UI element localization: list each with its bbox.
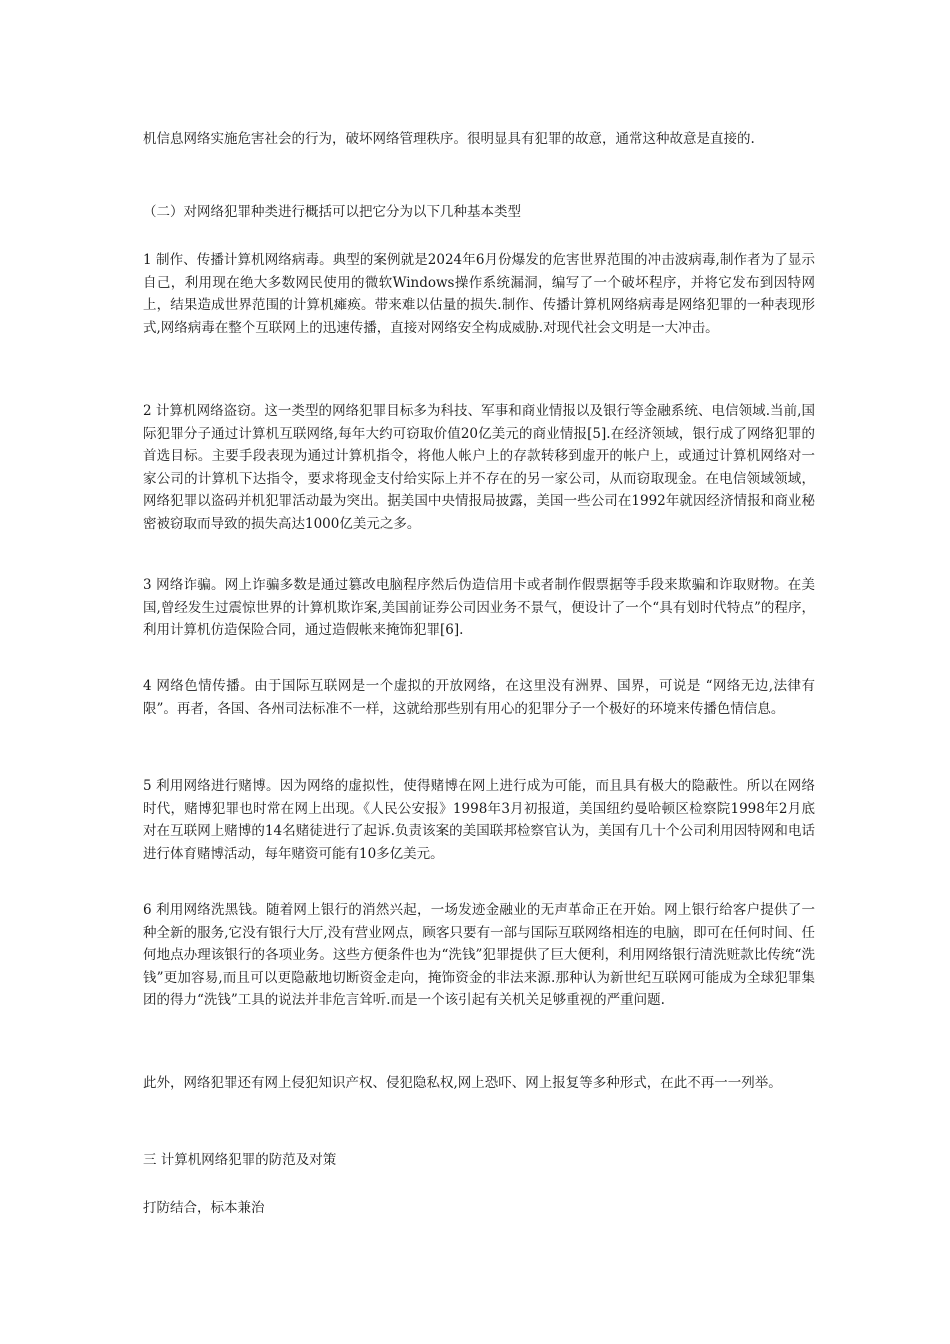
section-heading-prevention: 三 计算机网络犯罪的防范及对策: [143, 1152, 337, 1168]
paragraph-gambling: 5 利用网络进行赌博。因为网络的虚拟性，使得赌博在网上进行成为可能，而且具有极大的隐蔽性。所以在网络时代，赌博犯罪也时常在网上出现。《人民公安报》1998年3月初报道，美国纽约曼哈顿区检察院1998年2月底对在互联网上赌博的14名赌徒进行了起诉.负责该案的美国联邦检察官认为，美国有几十个公司利用因特网和电话进行体育赌博活动，每年赌资可能有10多亿美元。: [143, 778, 815, 862]
section-heading-crime-types: （二）对网络犯罪种类进行概括可以把它分为以下几种基本类型: [143, 204, 521, 220]
paragraph-fraud: 3 网络诈骗。网上诈骗多数是通过篡改电脑程序然后伪造信用卡或者制作假票据等手段来欺骗和诈取财物。在美国,曾经发生过震惊世界的计算机欺诈案,美国前证券公司因业务不景气，便设计了一个“具有划时代特点”的程序，利用计算机仿造保险合同，通过造假帐来掩饰犯罪[6].: [143, 577, 815, 639]
paragraph-virus: 1 制作、传播计算机网络病毒。典型的案例就是2024年6月份爆发的危害世界范围的冲击波病毒,制作者为了显示自己，利用现在绝大多数网民使用的微软Windows操作系统漏洞，编写了一个破坏程序，并将它发布到因特网上，结果造成世界范围的计算机瘫痪。带来难以估量的损失.制作、传播计算机网络病毒是网络犯罪的一种表现形式,网络病毒在整个互联网上的迅速传播，直接对网络安全构成威胁.对现代社会文明是一大冲击。: [143, 252, 815, 336]
paragraph-pornography: 4 网络色情传播。由于国际互联网是一个虚拟的开放网络，在这里没有洲界、国界，可说是 “网络无边,法律有限”。再者，各国、各州司法标准不一样，这就给那些别有用心的犯罪分子一个极好的环境来传播色情信息。: [143, 678, 815, 717]
paragraph-other-forms: 此外，网络犯罪还有网上侵犯知识产权、侵犯隐私权,网上恐吓、网上报复等多种形式，在此不再一一列举。: [143, 1075, 782, 1091]
paragraph-continuation: 机信息网络实施危害社会的行为，破坏网络管理秩序。很明显具有犯罪的故意，通常这种故意是直接的.: [143, 131, 755, 147]
paragraph-theft: 2 计算机网络盗窃。这一类型的网络犯罪目标多为科技、军事和商业情报以及银行等金融系统、电信领域.当前,国际犯罪分子通过计算机互联网络,每年大约可窃取价值20亿美元的商业情报[5].在经济领域，银行成了网络犯罪的首选目标。主要手段表现为通过计算机指令，将他人帐户上的存款转移到虚开的帐户上，或通过计算机网络对一家公司的计算机下达指令，要求将现金支付给实际上并不存在的另一家公司，从而窃取现金。在电信领域领域，网络犯罪以盗码并机犯罪活动最为突出。据美国中央情报局披露，美国一些公司在1992年就因经济情报和商业秘密被窃取而导致的损失高达1000亿美元之多。: [143, 403, 815, 532]
subheading-combined-approach: 打防结合，标本兼治: [143, 1200, 265, 1216]
paragraph-money-laundering: 6 利用网络洗黑钱。随着网上银行的消然兴起，一场发迹金融业的无声革命正在开始。网上银行给客户提供了一种全新的服务,它没有银行大厅,没有营业网点，顾客只要有一部与国际互联网络相连的电脑，即可在任何时间、任何地点办理该银行的各项业务。这些方便条件也为“洗钱”犯罪提供了巨大便利，利用网络银行清洗赃款比传统“洗钱”更加容易,而且可以更隐蔽地切断资金走向，掩饰资金的非法来源.那种认为新世纪互联网可能成为全球犯罪集团的得力“洗钱”工具的说法并非危言耸听.而是一个该引起有关机关足够重视的严重问题.: [143, 902, 815, 1009]
